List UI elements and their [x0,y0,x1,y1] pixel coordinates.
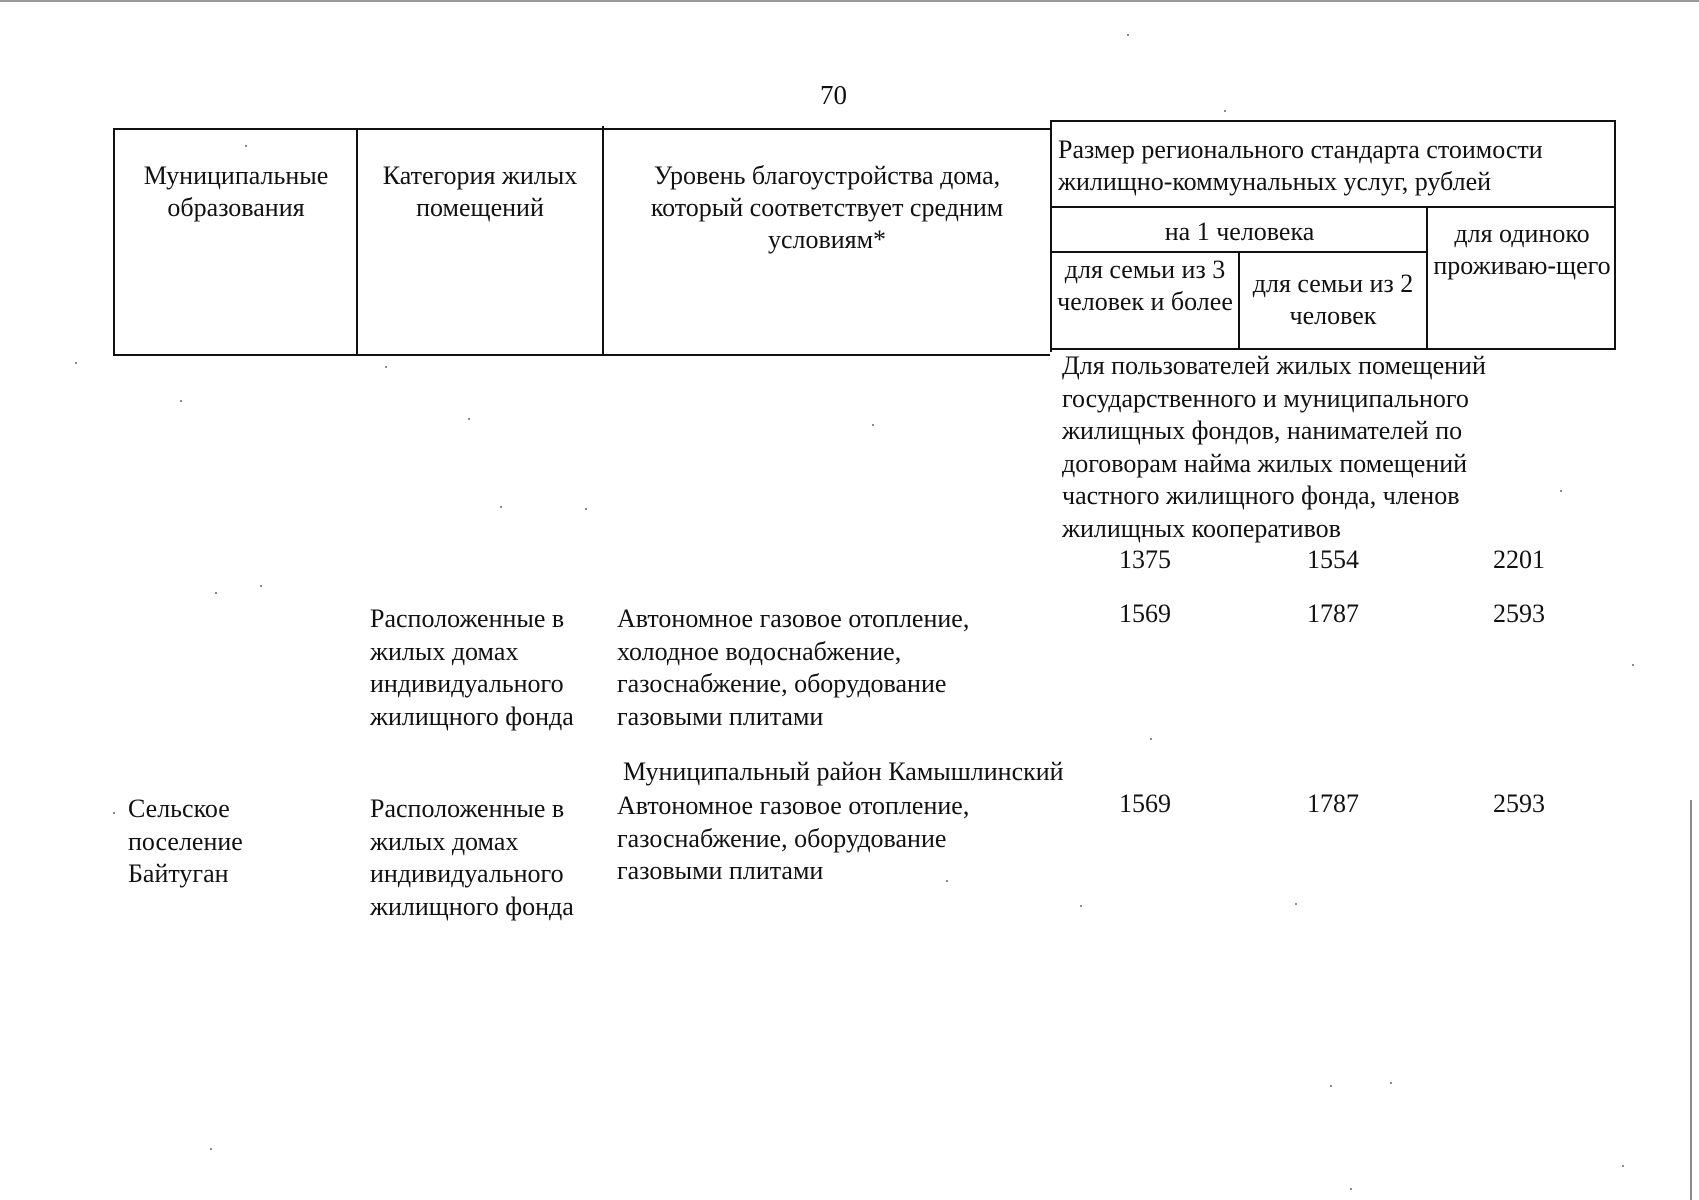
scan-speck [215,592,217,594]
scan-speck [210,1148,212,1150]
scan-speck [1080,905,1082,907]
scan-speck [1390,1082,1392,1084]
row1-level: Автономное газовое отопление, холодное водоснабжение, газоснабжение, оборудование газовыми плитами [617,604,970,731]
scan-speck [872,424,874,426]
header-per-person: на 1 человека [1164,217,1315,246]
scan-speck [1224,110,1226,112]
row1-value-family3: 1569 [1119,599,1171,628]
row1-value-single: 2593 [1493,599,1545,628]
scan-speck [1632,664,1634,666]
header-family-2: для семьи из 2 человек [1252,269,1414,330]
row2-category: Расположенные в жилых домах индивидуального жилищного фонда [370,794,574,921]
header-category: Категория жилых помещений [382,161,578,222]
scan-speck [1622,1165,1624,1167]
users-value-family2: 1554 [1307,545,1359,574]
scan-speck [113,812,115,814]
scan-speck [260,585,262,587]
district-title: Муниципальный район Камышлинский [623,757,1064,786]
users-value-single: 2201 [1493,545,1545,574]
users-value-family3: 1375 [1119,545,1171,574]
scan-speck [1330,1085,1332,1087]
scan-speck [1295,903,1297,905]
scan-speck [585,508,587,510]
page-number: 70 [820,80,847,110]
scan-speck [385,366,387,368]
scan-speck [180,400,182,402]
row2-value-single: 2593 [1493,789,1545,818]
header-level: Уровень благоустройства дома, который соответствует средним условиям* [650,161,1004,254]
scan-speck [946,880,948,882]
scan-speck [1560,490,1562,492]
row2-value-family3: 1569 [1119,789,1171,818]
scan-speck [245,145,247,147]
row1-category: Расположенные в жилых домах индивидуального жилищного фонда [370,604,574,731]
row1-value-family2: 1787 [1307,599,1359,628]
row2-value-family2: 1787 [1307,789,1359,818]
scan-speck [75,362,77,364]
row2-municipal: Сельское поселение Байтуган [128,794,243,888]
header-family-3: для семьи из 3 человек и более [1057,255,1233,316]
scan-speck [1150,738,1152,740]
header-municipal: Муниципальные образования [143,161,329,222]
scan-right-edge [1690,800,1692,1200]
row2-level: Автономное газовое отопление, газоснабжение, оборудование газовыми плитами [617,791,970,885]
users-section-text: Для пользователей жилых помещений государственного и муниципального жилищных фондов, нанимателей по договорам найма жилых помещений частного жилищного фонда, членов жилищных кооперативов [1062,351,1486,543]
header-single: для одиноко проживаю-щего [1433,219,1611,280]
scan-speck [500,506,502,508]
header-standard-size: Размер регионального стандарта стоимости жилищно-коммунальных услуг, рублей [1058,135,1543,196]
scan-speck [468,418,470,420]
scan-speck [1127,34,1129,36]
header-table [113,120,1616,356]
scan-top-border [0,0,1699,2]
scan-speck [1350,1188,1352,1190]
